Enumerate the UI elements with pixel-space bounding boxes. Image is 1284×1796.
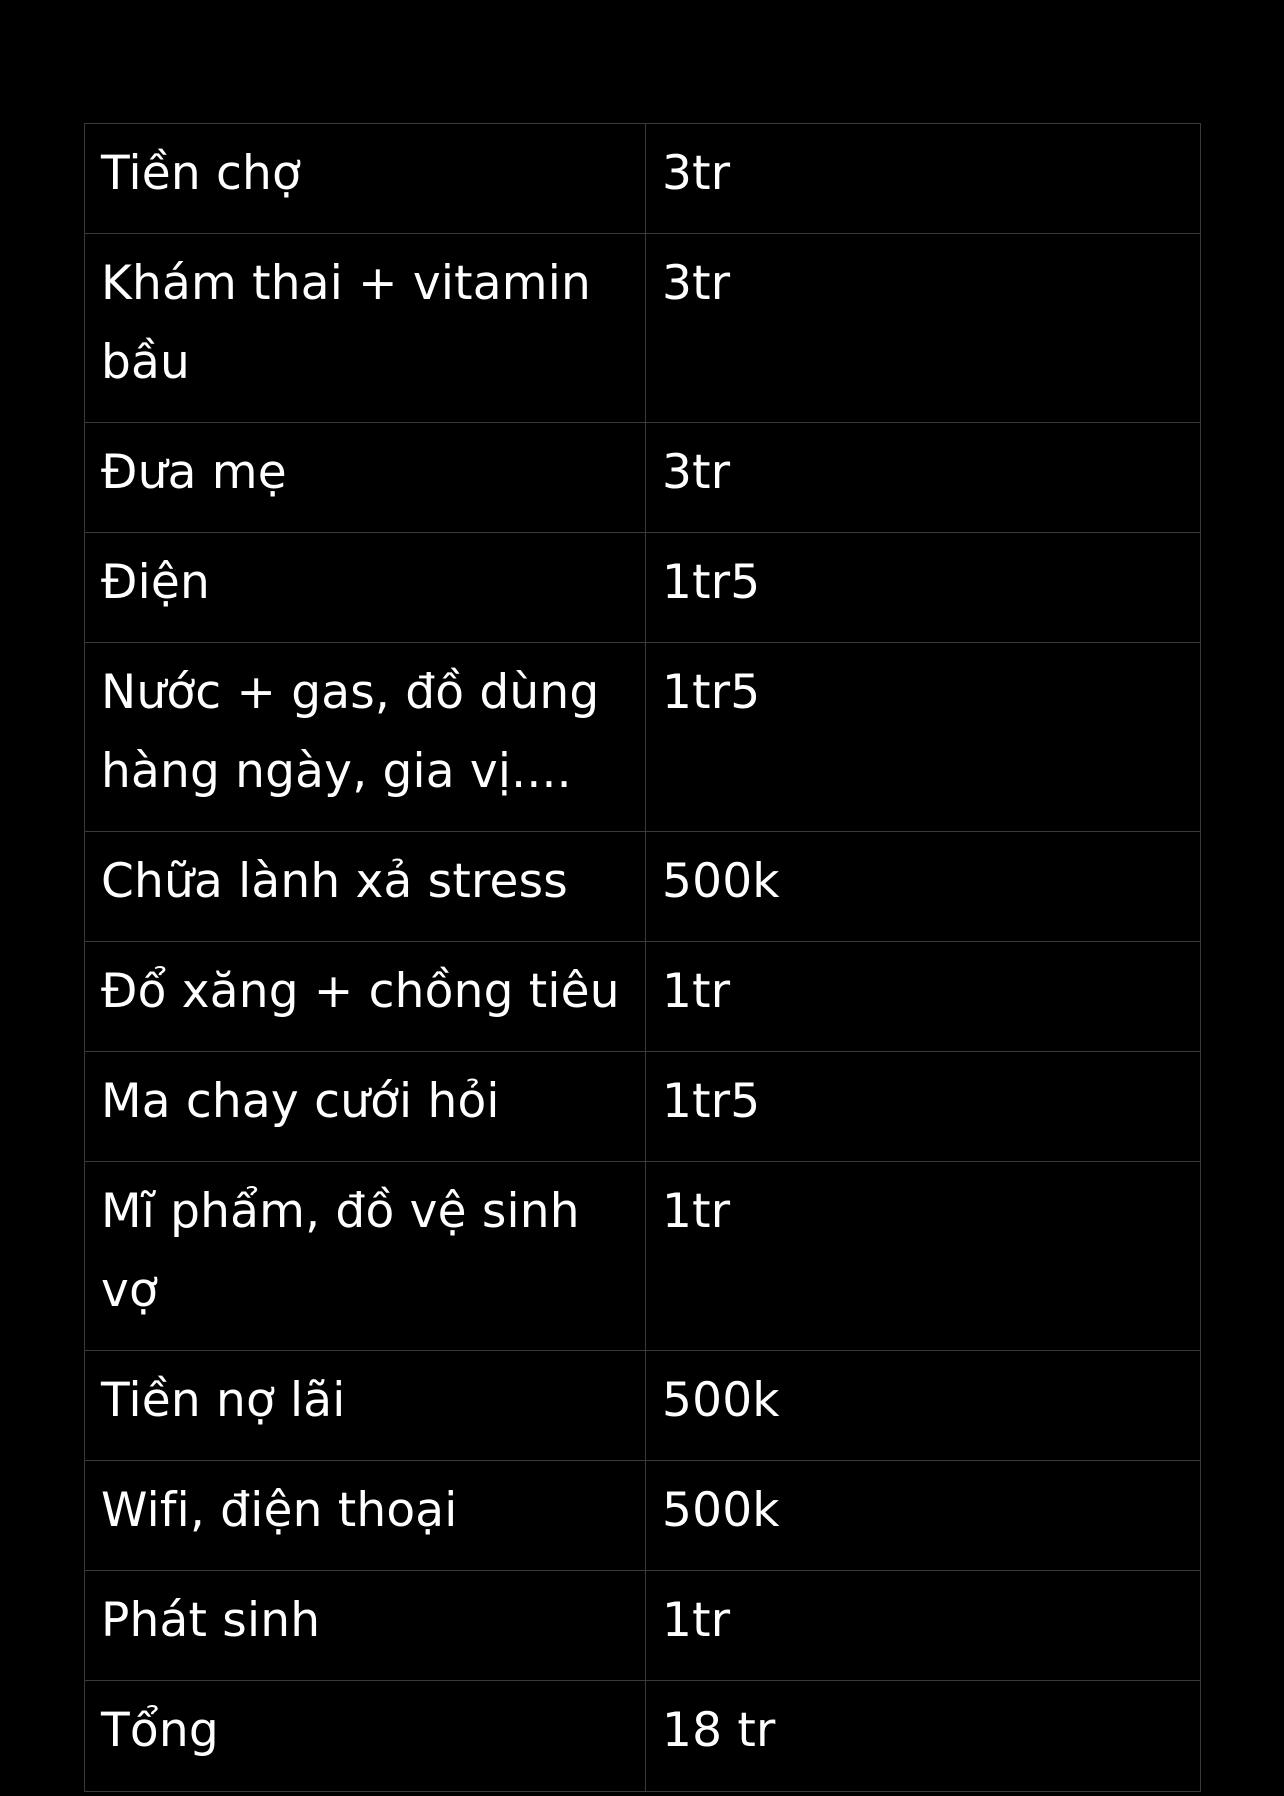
expense-label: Mĩ phẩm, đồ vệ sinh vợ <box>101 1184 580 1318</box>
expense-label-cell <box>85 643 646 832</box>
expense-label-cell <box>85 533 646 643</box>
table-row <box>85 124 1201 234</box>
expense-label-cell <box>85 832 646 942</box>
expense-label-cell <box>85 1571 646 1681</box>
table-row <box>85 832 1201 942</box>
expense-value: 1tr5 <box>662 665 761 720</box>
expense-label-cell <box>85 234 646 423</box>
expense-label: Ma chay cưới hỏi <box>101 1074 500 1129</box>
total-label: Tổng <box>101 1703 219 1758</box>
total-value: 18 tr <box>662 1703 776 1758</box>
expense-value: 1tr <box>662 1184 731 1239</box>
expense-label: Chữa lành xả stress <box>101 854 568 909</box>
expense-label-cell <box>85 942 646 1052</box>
expense-value-cell <box>646 1461 1201 1571</box>
table-row <box>85 1461 1201 1571</box>
expense-label: Khám thai + vitamin bầu <box>101 256 592 390</box>
expense-table-container <box>84 123 1200 1792</box>
expense-value-cell <box>646 643 1201 832</box>
total-label-cell <box>85 1681 646 1792</box>
expense-value: 1tr <box>662 964 731 1019</box>
expense-value: 3tr <box>662 146 731 201</box>
expense-label-cell <box>85 1461 646 1571</box>
table-row <box>85 1351 1201 1461</box>
expense-label-cell <box>85 1351 646 1461</box>
expense-label: Đổ xăng + chồng tiêu <box>101 964 620 1019</box>
table-row <box>85 423 1201 533</box>
table-row <box>85 942 1201 1052</box>
expense-value-cell <box>646 1571 1201 1681</box>
expense-table <box>84 123 1201 1792</box>
table-row <box>85 533 1201 643</box>
table-row <box>85 643 1201 832</box>
total-value-cell <box>646 1681 1201 1792</box>
expense-value: 1tr <box>662 1593 731 1648</box>
expense-value: 3tr <box>662 256 731 311</box>
expense-label: Phát sinh <box>101 1593 321 1648</box>
table-row <box>85 1052 1201 1162</box>
expense-value-cell <box>646 234 1201 423</box>
expense-value: 500k <box>662 854 780 909</box>
expense-value: 1tr5 <box>662 555 761 610</box>
expense-value-cell <box>646 832 1201 942</box>
expense-value-cell <box>646 1162 1201 1351</box>
expense-label: Wifi, điện thoại <box>101 1483 458 1538</box>
expense-value: 3tr <box>662 445 731 500</box>
expense-label: Điện <box>101 555 210 610</box>
expense-value-cell <box>646 124 1201 234</box>
expense-value-cell <box>646 533 1201 643</box>
expense-label: Tiền chợ <box>101 146 301 201</box>
table-row <box>85 1571 1201 1681</box>
expense-value-cell <box>646 423 1201 533</box>
expense-label-cell <box>85 423 646 533</box>
expense-label: Đưa mẹ <box>101 445 287 500</box>
expense-value-cell <box>646 1351 1201 1461</box>
expense-label-cell <box>85 124 646 234</box>
table-row <box>85 1162 1201 1351</box>
expense-value: 500k <box>662 1373 780 1428</box>
expense-value: 1tr5 <box>662 1074 761 1129</box>
expense-value-cell <box>646 1052 1201 1162</box>
expense-label-cell <box>85 1052 646 1162</box>
expense-value-cell <box>646 942 1201 1052</box>
expense-label-cell <box>85 1162 646 1351</box>
total-row <box>85 1681 1201 1792</box>
expense-value: 500k <box>662 1483 780 1538</box>
expense-label: Tiền nợ lãi <box>101 1373 346 1428</box>
table-row <box>85 234 1201 423</box>
expense-label: Nước + gas, đồ dùng hàng ngày, gia vị.... <box>101 665 600 799</box>
